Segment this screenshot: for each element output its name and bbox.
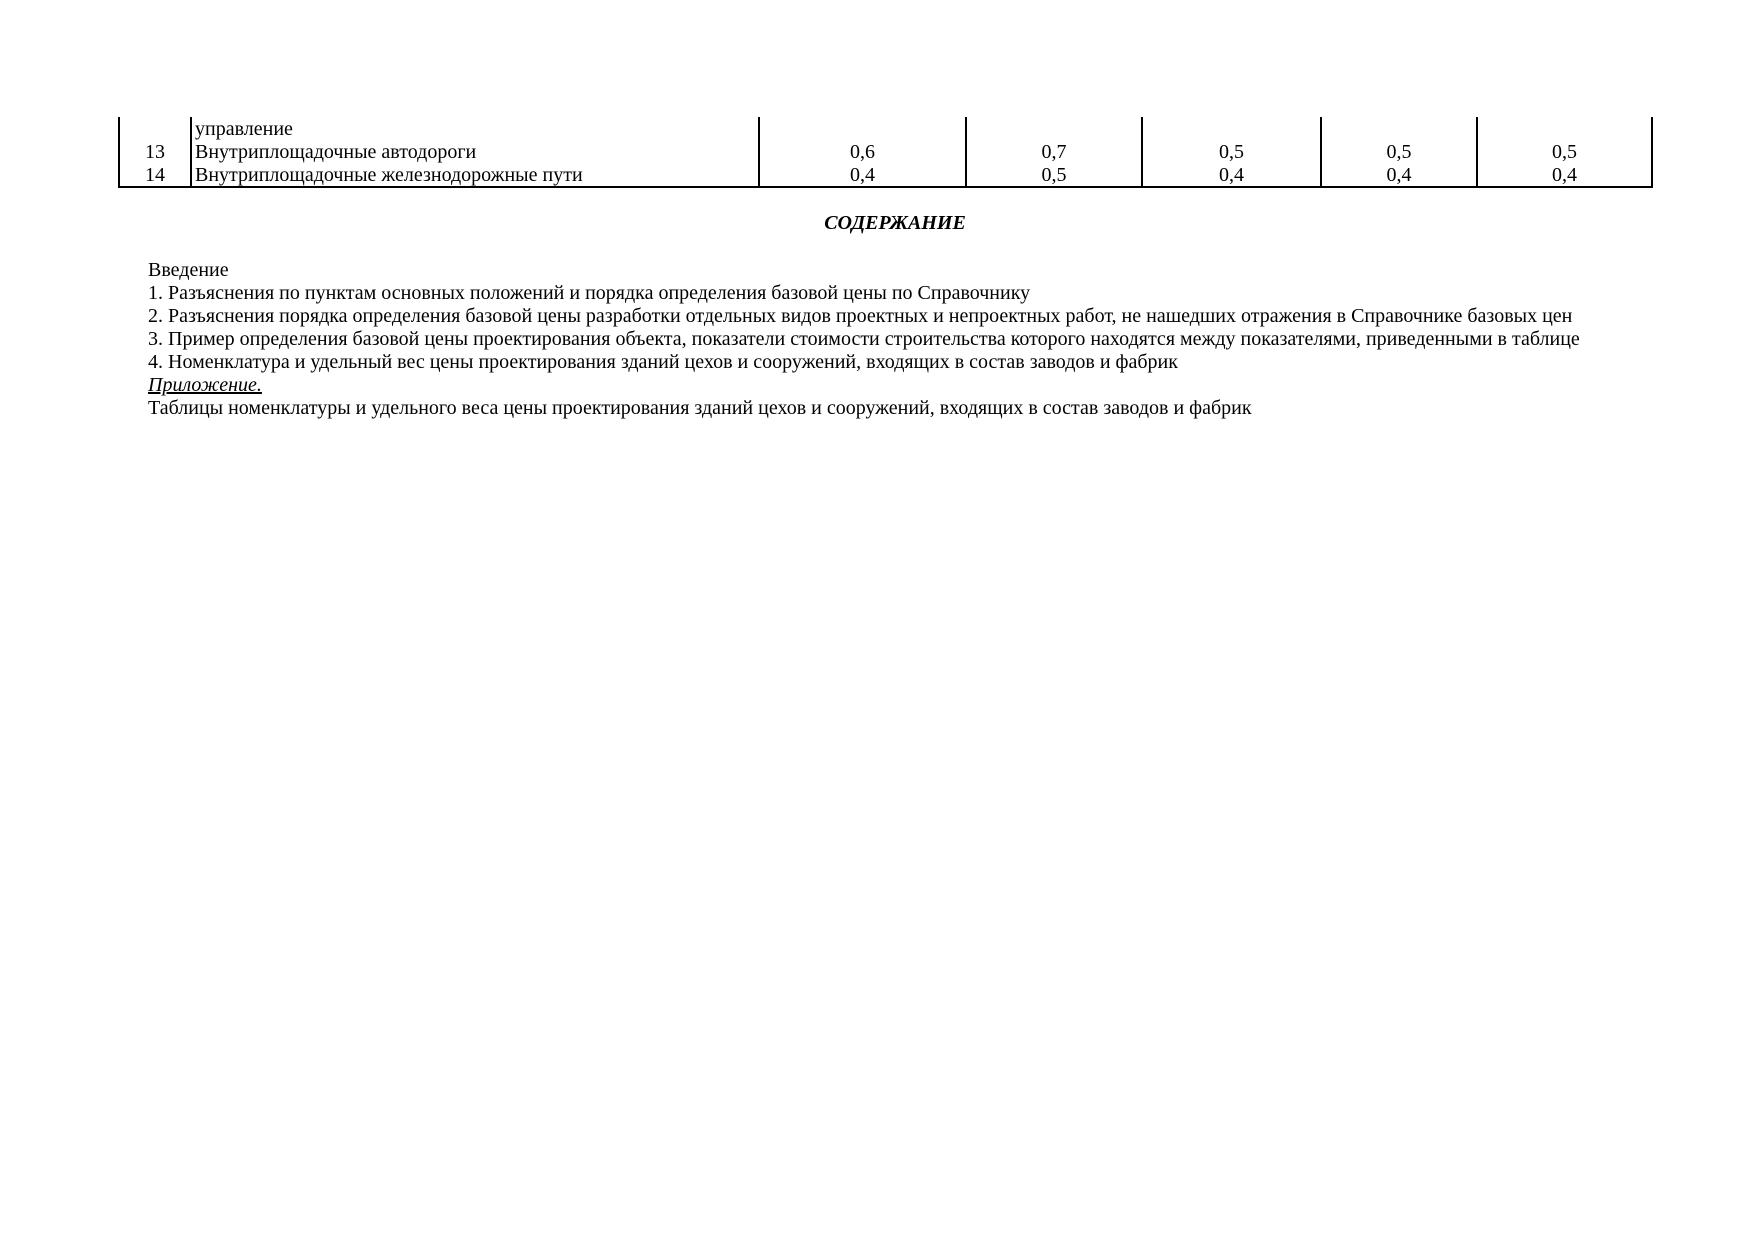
row-value [1477,117,1652,140]
row-value [966,117,1142,140]
row-value: 0,5 [1321,140,1477,163]
row-number: 13 [119,140,191,163]
row-value [1142,117,1321,140]
toc-item-4[interactable]: 4. Номенклатура и удельный вес цены проектирования зданий цехов и сооружений, входящих в состав заводов и фабрик [148,351,1178,373]
row-value [759,117,966,140]
toc-item-3[interactable]: 3. Пример определения базовой цены проектирования объекта, показатели стоимости строительства которого находятся между показателями, приведенными в таблице [148,328,1580,350]
row-value: 0,5 [1477,140,1652,163]
row-value [1321,117,1477,140]
row-value: 0,5 [1142,140,1321,163]
row-value: 0,4 [1477,163,1652,187]
toc-heading: СОДЕРЖАНИЕ [824,212,966,234]
row-value: 0,7 [966,140,1142,163]
row-number [119,117,191,140]
toc-item-introduction[interactable]: Введение [148,259,229,281]
price-share-table [118,117,1653,188]
table-row [119,140,1652,163]
toc-item-2[interactable]: 2. Разъяснения порядка определения базовой цены разработки отдельных видов проектных и непроектных работ, не нашедших отражения в Справочнике базовых цен [148,305,1573,327]
toc-appendix-text[interactable]: Таблицы номенклатуры и удельного веса цены проектирования зданий цехов и сооружений, входящих в состав заводов и фабрик [148,397,1252,419]
table-of-contents [148,259,1580,420]
row-value: 0,4 [1142,163,1321,187]
row-name: Внутриплощадочные автодороги [191,140,759,163]
row-value: 0,5 [966,163,1142,187]
row-value: 0,6 [759,140,966,163]
row-value: 0,4 [759,163,966,187]
table-row [119,117,1652,140]
row-name: Внутриплощадочные железнодорожные пути [191,163,759,187]
toc-appendix-label[interactable]: Приложение. [148,374,262,396]
toc-item-1[interactable]: 1. Разъяснения по пунктам основных положений и порядка определения базовой цены по Справочнику [148,282,1031,304]
row-name: управление [191,117,759,140]
row-number: 14 [119,163,191,187]
table-row [119,163,1652,187]
row-value: 0,4 [1321,163,1477,187]
